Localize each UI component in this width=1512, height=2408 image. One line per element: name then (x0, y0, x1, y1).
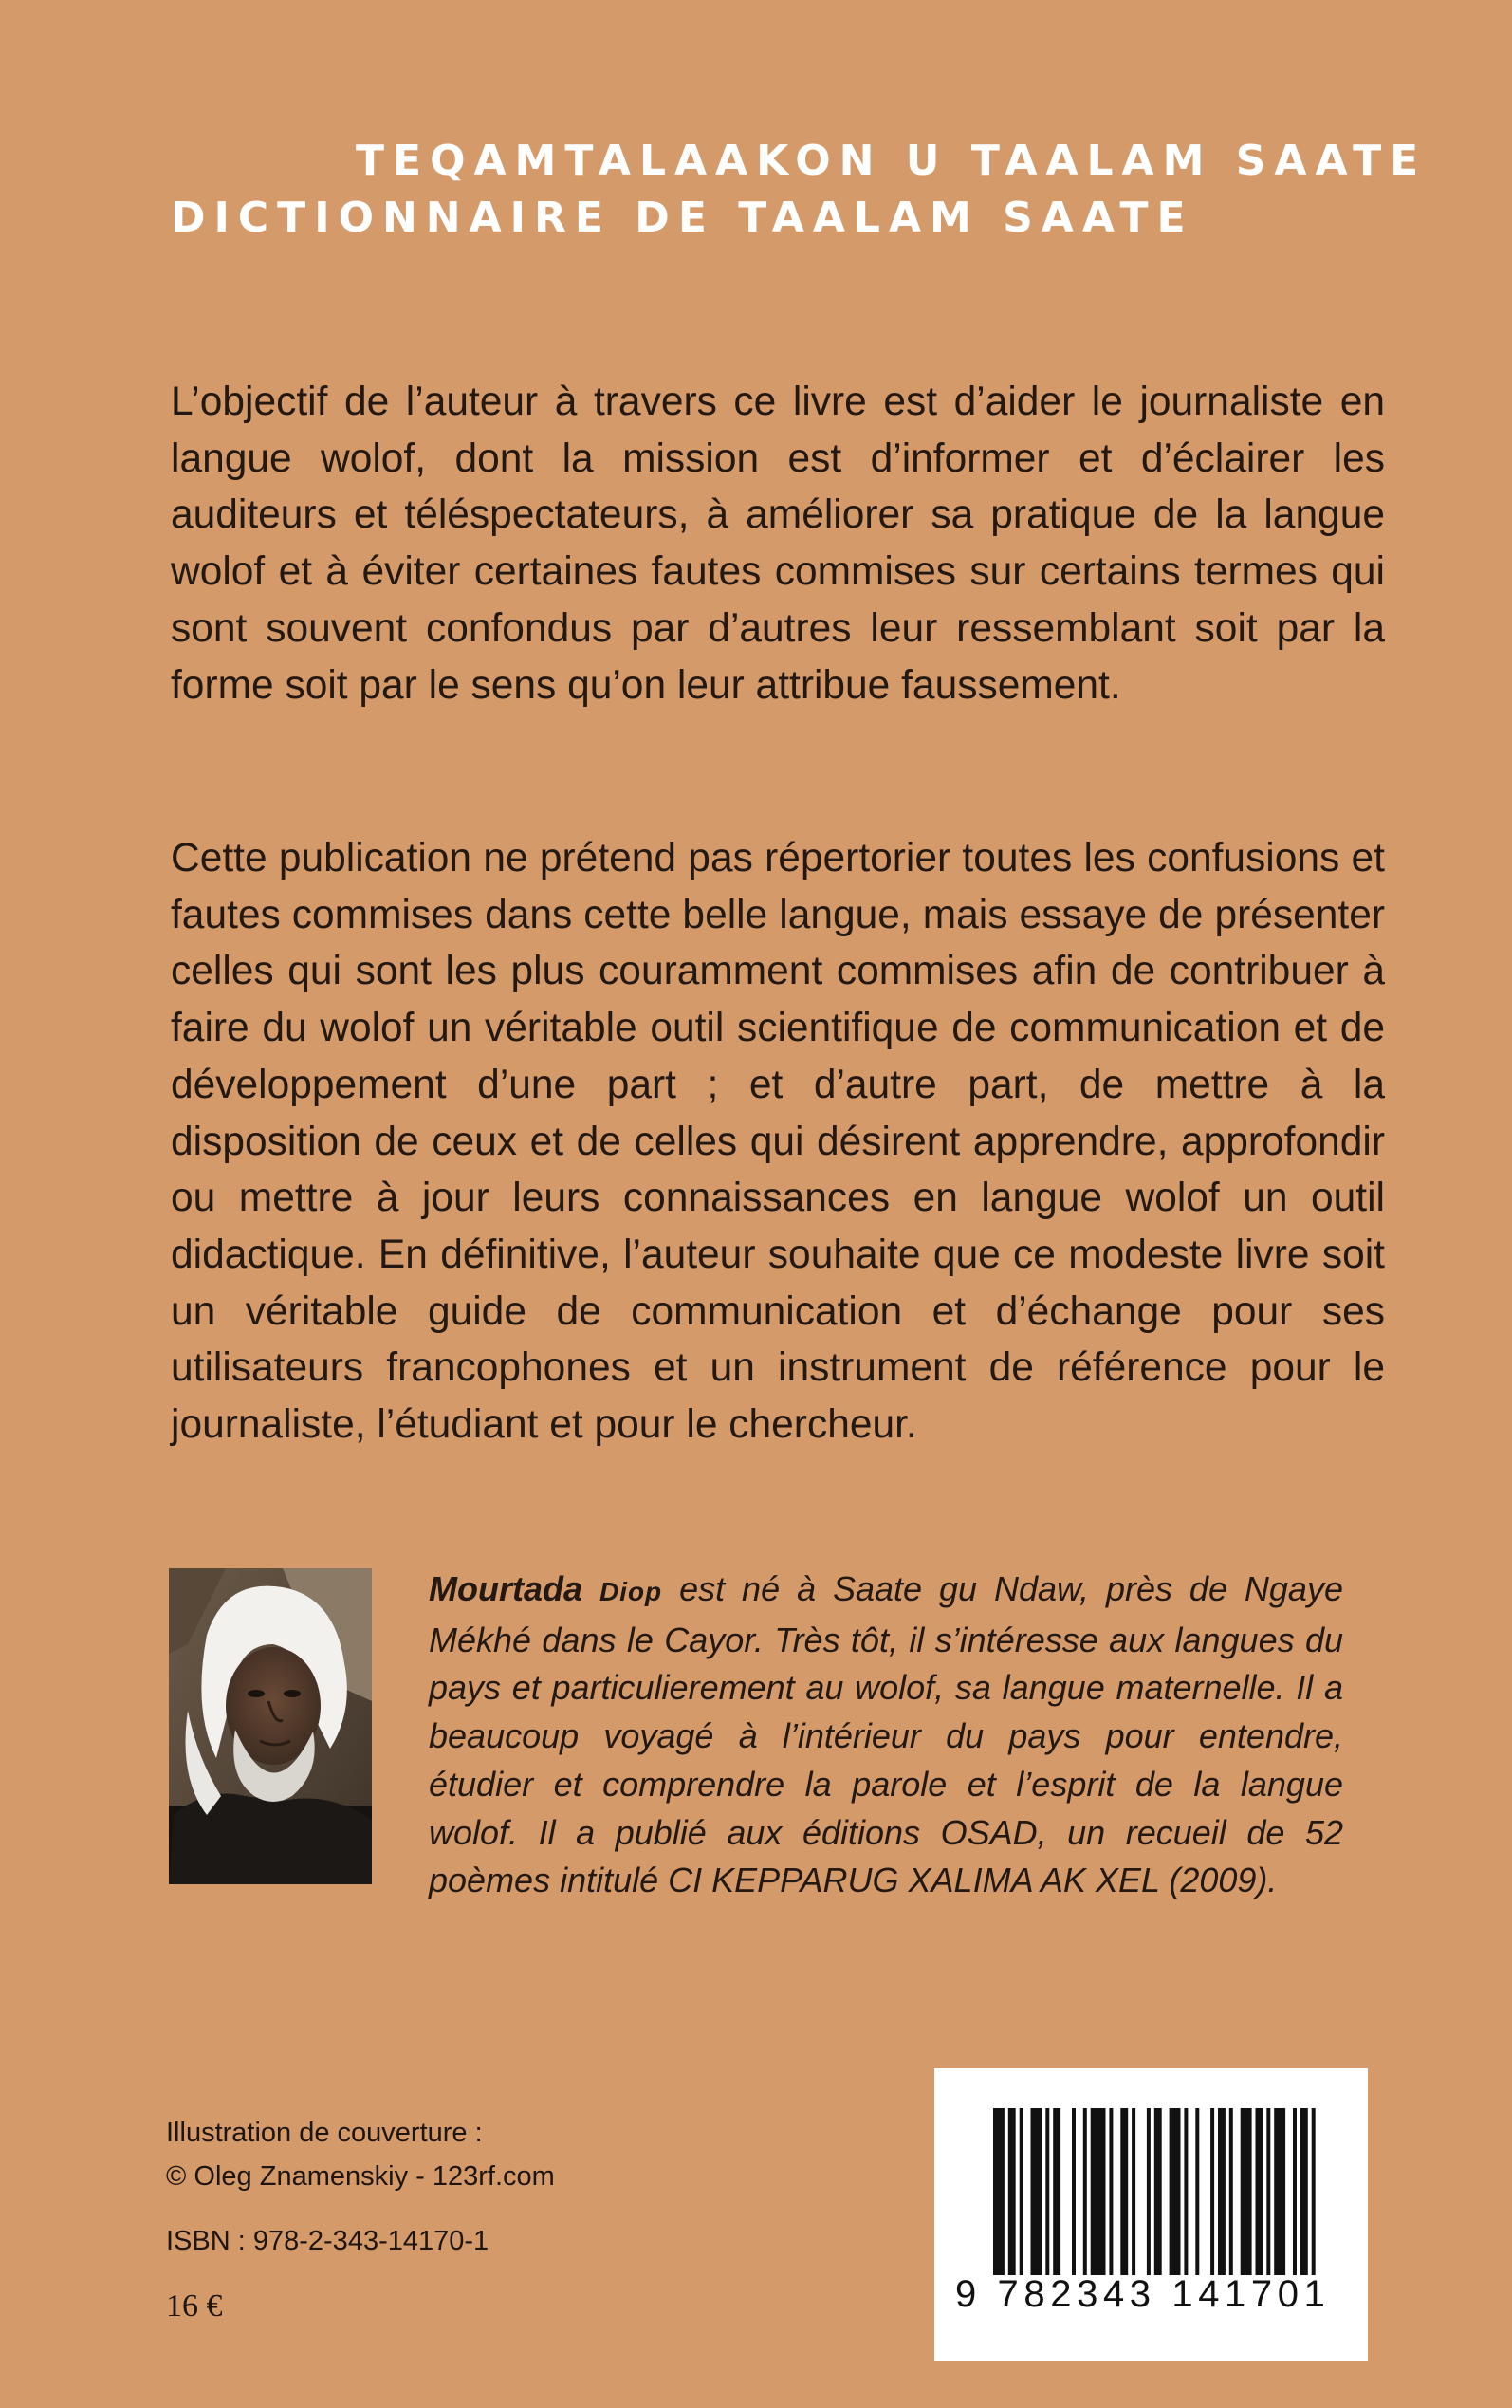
author-last-name: Diop (599, 1577, 663, 1606)
barcode-bar (1195, 2108, 1199, 2275)
author-bio-text: est né à Saate gu Ndaw, près de Ngaye Mékhé dans le Cayor. Très tôt, il s’intéresse aux langues du pays et particulierement au wolof, sa langue maternelle. Il a beaucoup voyagé à l’intérieur du pays pour entendre, étudier et comprendre la parole et l’esprit de la langue wolof. Il a publié aux éditions OSAD, un recueil de 52 poèmes intitulé CI KEPPARUG XALIMA AK XEL (2009). (429, 1569, 1343, 1900)
barcode-bar (1300, 2108, 1308, 2275)
author-name (429, 1569, 662, 1608)
author-portrait-image (169, 1568, 372, 1884)
barcode-bar (1083, 2108, 1087, 2275)
barcode-bar (1072, 2108, 1076, 2275)
barcode-bar (1184, 2108, 1188, 2275)
illustration-label: Illustration de couverture : (166, 2118, 483, 2148)
barcode-bar (1091, 2108, 1106, 2275)
barcode-bar (1109, 2108, 1113, 2275)
barcode (934, 2068, 1368, 2361)
illustration-credit: © Oleg Znamenskiy - 123rf.com (166, 2161, 555, 2192)
barcode-bar (1312, 2108, 1316, 2275)
barcode-bar (1120, 2108, 1128, 2275)
barcode-bar (1154, 2108, 1162, 2275)
barcode-bar (1266, 2108, 1270, 2275)
barcode-bar (1031, 2108, 1042, 2275)
description-paragraph-2 (171, 830, 1385, 1454)
author-first-name: Mourtada (429, 1569, 582, 1608)
barcode-bar (993, 2108, 1005, 2275)
barcode-bar (1293, 2108, 1297, 2275)
barcode-bar (1170, 2108, 1181, 2275)
barcode-bar (1008, 2108, 1016, 2275)
isbn: ISBN : 978-2-343-14170-1 (166, 2226, 489, 2256)
barcode-bars (934, 2068, 1368, 2361)
barcode-digits: 9 782343 141701 (955, 2273, 1331, 2315)
barcode-bar (1210, 2108, 1214, 2275)
title-french: DICTIONNAIRE DE TAALAM SAATE (171, 194, 1194, 242)
barcode-bar (1229, 2108, 1233, 2275)
barcode-bar (1218, 2108, 1226, 2275)
paragraph-text: L’objectif de l’auteur à travers ce livre est d’aider le journaliste en langue wolof, dont la mission est d’informer et d’éclairer les auditeurs et téléspectateurs, à améliorer sa pratique de la langue wolof et à éviter certaines fautes commises sur certains termes qui sont souvent confondus par d’autres leur ressemblant soit par la forme soit par le sens qu’on leur attribue faussement. (171, 380, 1385, 708)
author-photo (169, 1568, 372, 1884)
barcode-bar (1045, 2108, 1049, 2275)
barcode-bar (1241, 2108, 1252, 2275)
barcode-bar (1053, 2108, 1060, 2275)
barcode-bar (1132, 2108, 1135, 2275)
barcode-bar (1147, 2108, 1151, 2275)
author-bio (429, 1565, 1343, 1905)
title-wolof: TEQAMTALAAKON U TAALAM SAATE (356, 137, 1428, 185)
description-paragraph-1 (171, 374, 1385, 713)
price: 16 € (166, 2288, 223, 2324)
cover-credits (166, 2111, 555, 2198)
book-title (171, 133, 1428, 247)
barcode-bar (1274, 2108, 1285, 2275)
paragraph-text: Cette publication ne prétend pas répertorier toutes les confusions et fautes commises dans cette belle langue, mais essaye de présenter celles qui sont les plus couramment commises afin de contribuer à faire du wolof un véritable outil scientifique de communication et de développement d’une part ; et d’autre part, de mettre à la disposition de ceux et de celles qui désirent apprendre, approfondir ou mettre à jour leurs connaissances en langue wolof un outil didactique. En définitive, l’auteur souhaite que ce modeste livre soit un véritable guide de communication et d’échange pour ses utilisateurs francophones et un instrument de référence pour le journaliste, l’étudiant et pour le chercheur. (171, 836, 1385, 1448)
barcode-bar (1020, 2108, 1023, 2275)
barcode-bar (1256, 2108, 1263, 2275)
